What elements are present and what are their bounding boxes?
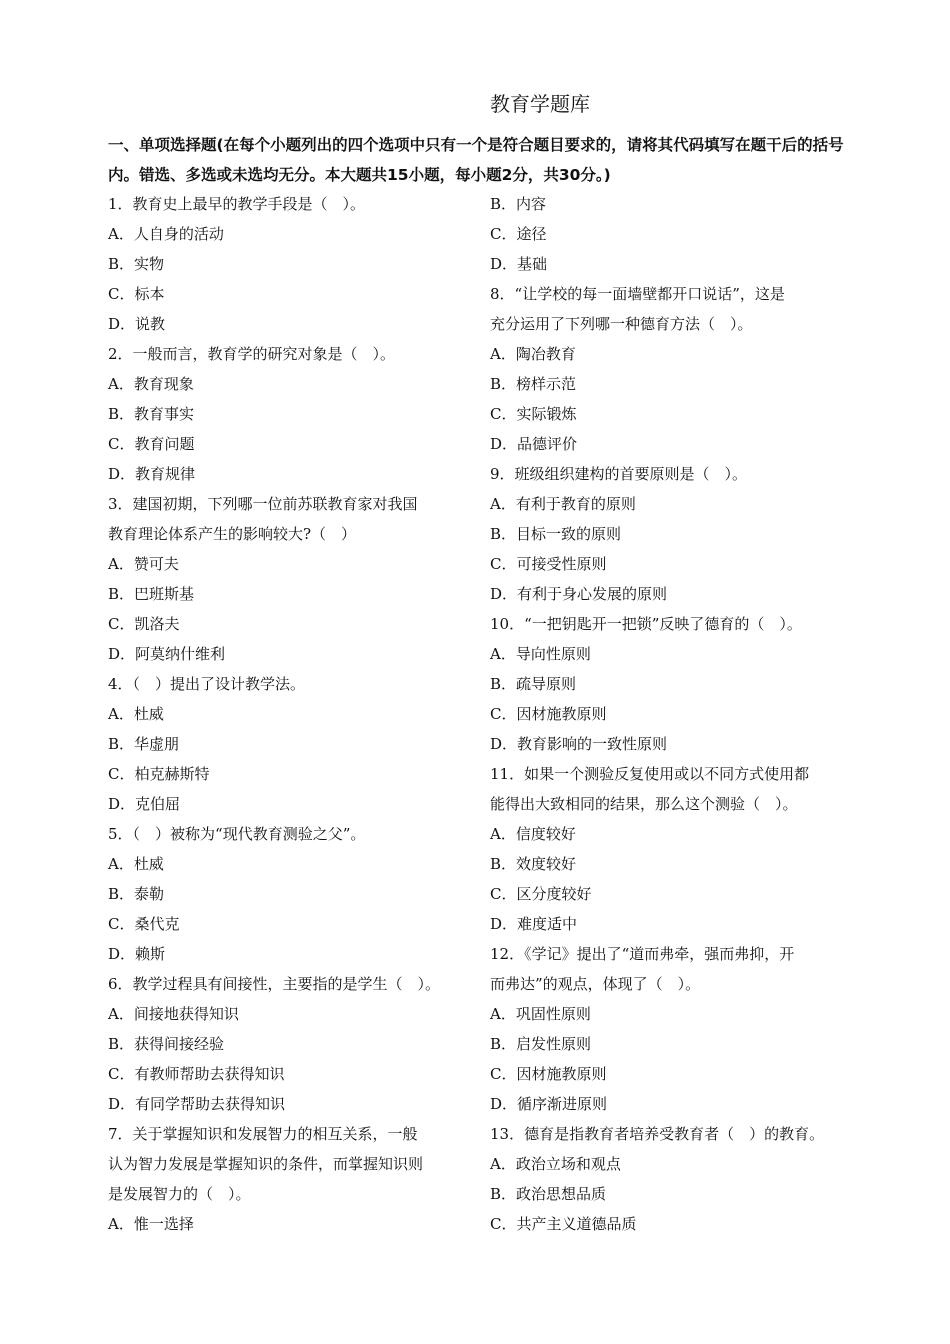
text-line: A．教育现象 <box>108 375 194 393</box>
text-line: 11．如果一个测验反复使用或以不同方式使用都 <box>490 765 810 783</box>
text-line: 认为智力发展是掌握知识的条件，而掌握知识则 <box>108 1155 424 1173</box>
text-line: 6．教学过程具有间接性，主要指的是学生（ ）。 <box>108 975 441 993</box>
text-line: A．赞可夫 <box>108 555 179 573</box>
text-line: C．桑代克 <box>108 915 180 933</box>
text-line: B．巴班斯基 <box>108 585 195 603</box>
text-line: 9．班级组织建构的首要原则是（ ）。 <box>490 465 748 483</box>
text-line: D．品德评价 <box>490 435 578 453</box>
text-line: 5．（ ）被称为“现代教育测验之父”。 <box>108 825 366 843</box>
text-line: A．惟一选择 <box>108 1215 194 1233</box>
text-line: 10．“一把钥匙开一把锁”反映了德育的（ ）。 <box>490 615 802 633</box>
text-line: C．区分度较好 <box>490 885 592 903</box>
text-line: A．信度较好 <box>490 825 576 843</box>
text-line: C．柏克赫斯特 <box>108 765 210 783</box>
right-column <box>490 189 842 1239</box>
text-line: A．有利于教育的原则 <box>490 495 636 513</box>
text-line: 1．教育史上最早的教学手段是（ ）。 <box>108 195 366 213</box>
text-line: C．教育问题 <box>108 435 195 453</box>
text-line: D．克伯屈 <box>108 795 181 813</box>
text-line: A．杜威 <box>108 855 164 873</box>
text-line: 7．关于掌握知识和发展智力的相互关系，一般 <box>108 1125 418 1143</box>
text-line: 8．“让学校的每一面墙壁都开口说话”，这是 <box>490 285 785 303</box>
text-line: 12．《学记》提出了“道而弗牵，强而弗抑，开 <box>490 945 795 963</box>
text-line: C．共产主义道德品质 <box>490 1215 637 1233</box>
text-line: D．基础 <box>490 255 548 273</box>
text-line: B．疏导原则 <box>490 675 577 693</box>
text-line: B．榜样示范 <box>490 375 577 393</box>
text-line: 2．一般而言，教育学的研究对象是（ ）。 <box>108 345 396 363</box>
text-line: 3．建国初期，下列哪一位前苏联教育家对我国 <box>108 495 418 513</box>
text-line: D．教育影响的一致性原则 <box>490 735 668 753</box>
text-line: C．实际锻炼 <box>490 405 577 423</box>
text-line: B．教育事实 <box>108 405 195 423</box>
text-line: D．赖斯 <box>108 945 166 963</box>
left-column <box>108 189 460 1239</box>
text-line: A．杜威 <box>108 705 164 723</box>
text-line: A．巩固性原则 <box>490 1005 591 1023</box>
text-line: A．陶冶教育 <box>490 345 576 363</box>
text-line: 是发展智力的（ ）。 <box>108 1185 251 1203</box>
text-line: 充分运用了下列哪一种德育方法（ ）。 <box>490 315 753 333</box>
text-line: C．有教师帮助去获得知识 <box>108 1065 285 1083</box>
text-line: C．标本 <box>108 285 165 303</box>
text-line: B．启发性原则 <box>490 1035 592 1053</box>
text-line: D．难度适中 <box>490 915 578 933</box>
text-line: B．实物 <box>108 255 165 273</box>
page-title: 教育学题库 <box>490 92 590 116</box>
text-line: 13．德育是指教育者培养受教育者（ ）的教育。 <box>490 1125 825 1143</box>
text-line: D．有同学帮助去获得知识 <box>108 1095 286 1113</box>
text-line: B．获得间接经验 <box>108 1035 225 1053</box>
text-line: 而弗达”的观点，体现了（ ）。 <box>490 975 701 993</box>
text-line: B．效度较好 <box>490 855 577 873</box>
text-line: B．内容 <box>490 195 547 213</box>
text-line: D．有利于身心发展的原则 <box>490 585 668 603</box>
text-line: B．政治思想品质 <box>490 1185 607 1203</box>
text-line: 能得出大致相同的结果，那么这个测验（ ）。 <box>490 795 798 813</box>
text-line: A．人自身的活动 <box>108 225 224 243</box>
text-line: B．华虚朋 <box>108 735 180 753</box>
text-line: 4．（ ）提出了设计教学法。 <box>108 675 306 693</box>
text-line: C．凯洛夫 <box>108 615 180 633</box>
text-line: C．因材施教原则 <box>490 705 607 723</box>
text-line: C．途径 <box>490 225 547 243</box>
text-line: D．教育规律 <box>108 465 196 483</box>
text-line: D．循序渐进原则 <box>490 1095 608 1113</box>
text-line: A．间接地获得知识 <box>108 1005 239 1023</box>
text-line: A．政治立场和观点 <box>490 1155 621 1173</box>
text-line: C．可接受性原则 <box>490 555 607 573</box>
text-line: D．阿莫纳什维利 <box>108 645 226 663</box>
text-line: B．泰勒 <box>108 885 165 903</box>
text-line: B．目标一致的原则 <box>490 525 622 543</box>
text-line: D．说教 <box>108 315 166 333</box>
text-line: C．因材施教原则 <box>490 1065 607 1083</box>
text-line: A．导向性原则 <box>490 645 591 663</box>
text-line: 教育理论体系产生的影响较大?（ ） <box>108 525 357 543</box>
section-instructions: 一、单项选择题(在每个小题列出的四个选项中只有一个是符合题目要求的，请将其代码填写在题干后的括号内。错选、多选或未选均无分。本大题共15小题，每小题2分，共30分。) <box>108 136 844 184</box>
